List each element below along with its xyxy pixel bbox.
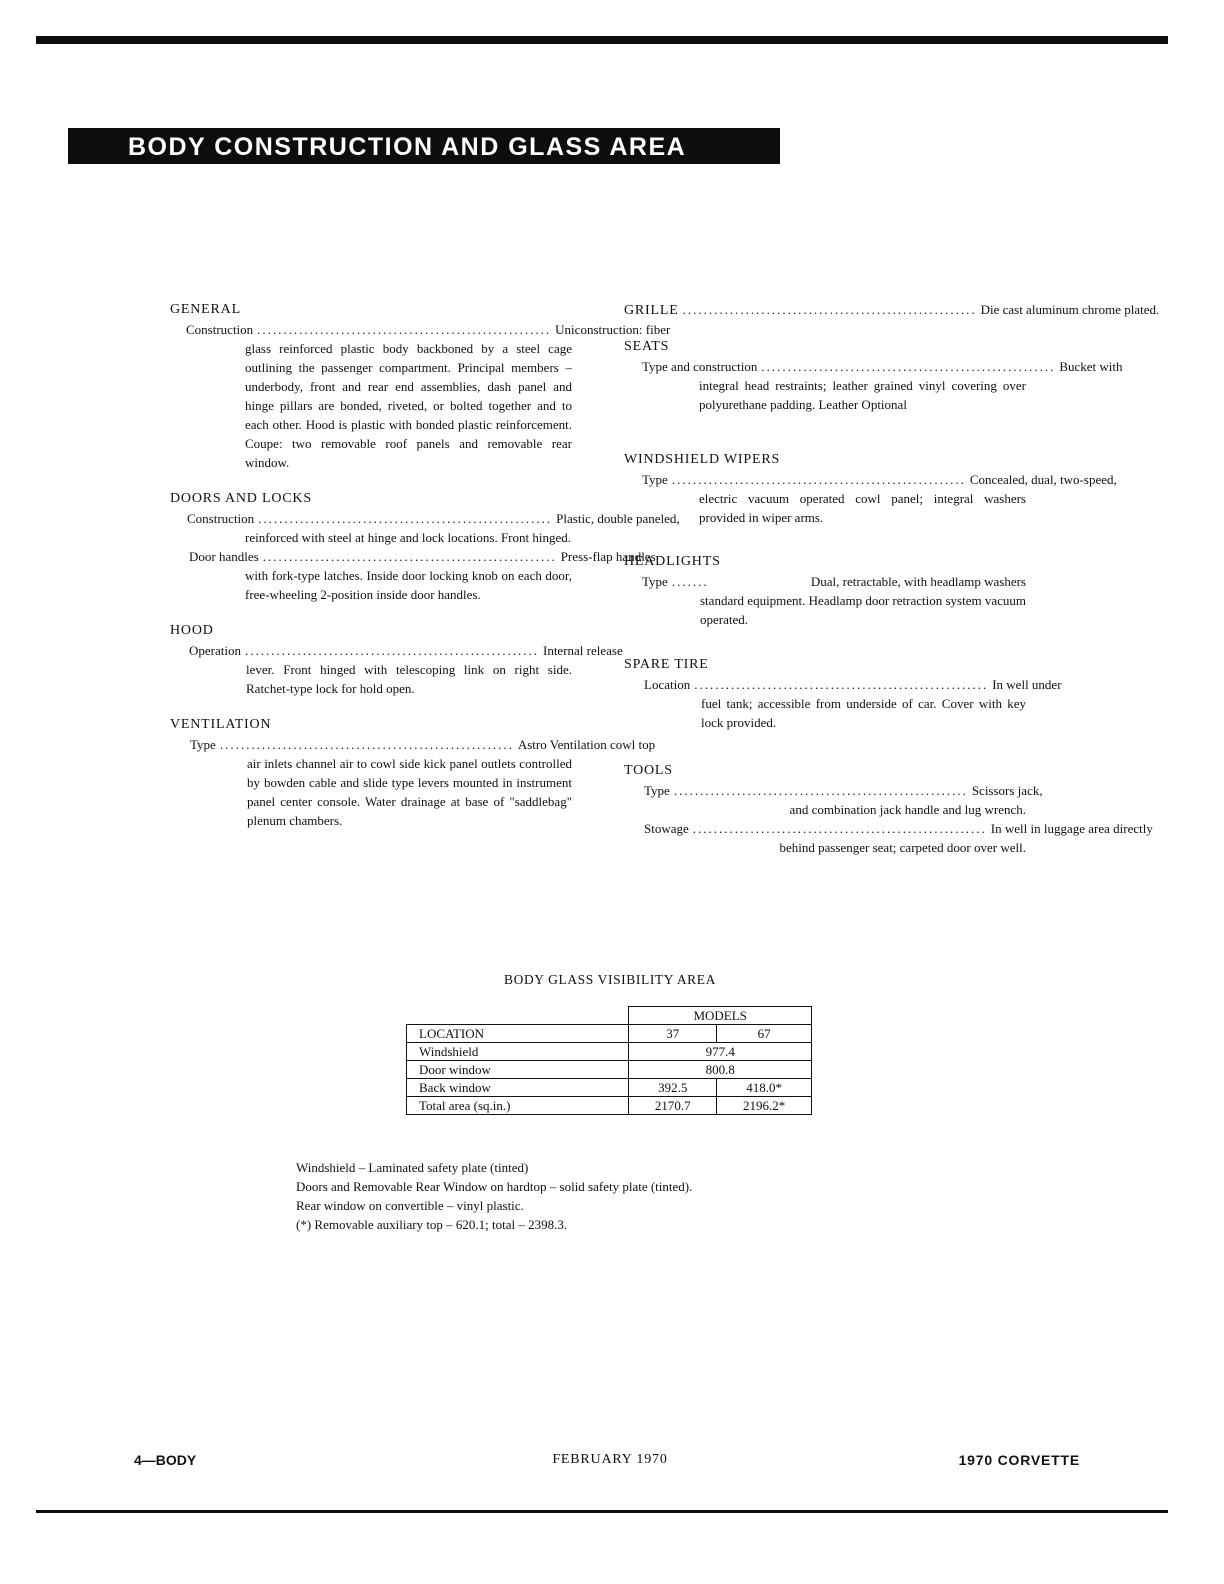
spec-label: Door handles	[189, 549, 259, 564]
section-tools	[624, 761, 1153, 857]
models-header: MODELS	[629, 1007, 812, 1025]
spec-label: GRILLE	[624, 303, 679, 318]
table-row	[407, 1079, 812, 1097]
table-row	[407, 1097, 812, 1115]
bottom-rule	[36, 1510, 1168, 1513]
spec-text: glass reinforced plastic body backboned by a steel cage outlining the passenger compartment. Principal members – underbody, front and rear end assemblies, dash panel and hinge pillars are bonded, riveted, or bolted together and to each other. Hood is plastic with bonded plastic reinforcement. Coupe: two removable roof panels and removable rear window.	[245, 341, 572, 470]
spec-label: Construction	[186, 322, 254, 337]
footer-date: FEBRUARY 1970	[552, 1452, 668, 1467]
footer-page-label: 4—BODY	[134, 1452, 197, 1468]
value-cell: 977.4	[629, 1043, 812, 1061]
glass-area-table	[406, 1006, 812, 1115]
section-heading: SEATS	[624, 339, 670, 354]
location-cell: Total area (sq.in.)	[407, 1097, 629, 1115]
note-line: Doors and Removable Rear Window on hardtop – solid safety plate (tinted).	[296, 1179, 693, 1194]
spec-label: Stowage	[644, 821, 689, 836]
spec-item: Type and construction ........................................................ Bucket with integral head restraints; leather grained vinyl covering over polyurethane padding. Leather Optional	[642, 359, 1123, 412]
location-cell: Door window	[407, 1061, 629, 1079]
value-cell: 2170.7	[629, 1097, 717, 1115]
spec-label: Construction	[187, 511, 255, 526]
table-row	[407, 1061, 812, 1079]
table-row	[407, 1043, 812, 1061]
section-banner: BODY CONSTRUCTION AND GLASS AREA	[68, 128, 780, 164]
spec-value: In well under	[992, 677, 1062, 692]
top-rule	[36, 36, 1168, 44]
spec-label: Type	[642, 472, 668, 487]
spec-value: Concealed, dual, two-speed,	[969, 472, 1117, 487]
section-grille	[624, 300, 1160, 320]
table-header-row	[407, 1007, 812, 1025]
location-cell: Back window	[407, 1079, 629, 1097]
spec-value: Internal release	[542, 643, 623, 658]
spec-value: Dual, retractable, with headlamp washers	[810, 574, 1026, 589]
spec-text: and combination jack handle and lug wrench.	[789, 802, 1026, 817]
note-line: (*) Removable auxiliary top – 620.1; total – 2398.3.	[296, 1217, 568, 1232]
spec-item: Type ........................................................ Concealed, dual, two-speed, electric vacuum operated cowl panel; integral washers provided in wiper arms.	[642, 472, 1117, 525]
section-headlights	[624, 552, 1026, 629]
value-cell: 418.0*	[717, 1079, 812, 1097]
section-heading: SPARE TIRE	[624, 657, 709, 672]
section-spare-tire	[624, 655, 1062, 732]
section-heading: DOORS AND LOCKS	[170, 491, 312, 506]
footer-model: 1970 CORVETTE	[958, 1452, 1080, 1468]
location-cell: Windshield	[407, 1043, 629, 1061]
spec-item: Construction ........................................................ Plastic, double paneled, reinforced with steel at hinge and lock locations. Front hinged.	[187, 511, 680, 545]
spec-item: Stowage ........................................................ In well in luggage area directly behind passenger seat; carpeted door over well.	[644, 821, 1153, 855]
right-column	[624, 300, 1160, 874]
spec-item: Location ........................................................ In well under fuel tank; accessible from underside of car. Cover with key lock provided.	[644, 677, 1062, 730]
value-cell: 800.8	[629, 1061, 812, 1079]
spec-item: Construction ........................................................ Uniconstruction: fiber glass reinforced plastic body backboned by a steel cage outlining the passenger compartment. Principal members – underbody, front and rear end assemblies, dash panel and hinge pillars are bonded, riveted, or bolted together and to each other. Hood is plastic with bonded plastic reinforcement. Coupe: two removable roof panels and removable rear window.	[186, 322, 671, 470]
section-seats	[624, 337, 1123, 414]
spec-value: Press-flap handles	[560, 549, 656, 564]
glass-notes	[296, 1158, 916, 1234]
section-hood	[170, 621, 623, 698]
spec-label: Type and construction	[642, 359, 758, 374]
spec-label: Location	[644, 677, 691, 692]
spec-value: Die cast aluminum chrome plated.	[980, 302, 1160, 317]
spec-value: In well in luggage area directly	[990, 821, 1153, 836]
note-line: Rear window on convertible – vinyl plastic.	[296, 1198, 524, 1213]
spec-value: Bucket with	[1059, 359, 1123, 374]
spec-text: lever. Front hinged with telescoping link on right side. Ratchet-type lock for hold open.	[246, 662, 572, 696]
spec-text: electric vacuum operated cowl panel; integral washers provided in wiper arms.	[699, 491, 1026, 525]
note-line: Windshield – Laminated safety plate (tinted)	[296, 1160, 529, 1175]
section-heading: TOOLS	[624, 763, 673, 778]
value-cell: 392.5	[629, 1079, 717, 1097]
spec-item: Type ........................................................ Astro Ventilation cowl top air inlets channel air to cowl side kick panel outlets controlled by bowden cable and slide type levers mounted in instrument panel center console. Water drainage at base of "saddlebag" plenum chambers.	[190, 737, 656, 828]
spec-text: reinforced with steel at hinge and lock locations. Front hinged.	[245, 530, 571, 545]
spec-value: Astro Ventilation cowl top	[517, 737, 656, 752]
spec-text: air inlets channel air to cowl side kick panel outlets controlled by bowden cable and slide type levers mounted in instrument panel center console. Water drainage at base of "saddlebag" plenum chambers.	[247, 756, 572, 828]
spec-text: fuel tank; accessible from underside of car. Cover with key lock provided.	[701, 696, 1026, 730]
spec-value: Uniconstruction: fiber	[555, 322, 671, 337]
spec-item: GRILLE ........................................................ Die cast aluminum chrome plated.	[624, 302, 1160, 318]
spec-label: Operation	[189, 643, 241, 658]
section-heading: VENTILATION	[170, 717, 272, 732]
spec-item: Type ....... Dual, retractable, with headlamp washers standard equipment. Headlamp door retraction system vacuum operated.	[642, 574, 1026, 627]
spec-text: standard equipment. Headlamp door retraction system vacuum operated.	[700, 593, 1026, 627]
section-heading: HOOD	[170, 623, 214, 638]
spec-text: behind passenger seat; carpeted door over well.	[779, 840, 1026, 855]
spec-label: Type	[644, 783, 670, 798]
spec-value: Plastic, double paneled,	[556, 511, 680, 526]
spec-item: Door handles ........................................................ Press-flap handles with fork-type latches. Inside door locking knob on each door, free-wheeling 2-position inside door handles.	[189, 549, 656, 602]
spec-item: Type ........................................................ Scissors jack, and combination jack handle and lug wrench.	[644, 783, 1043, 817]
spec-text: with fork-type latches. Inside door locking knob on each door, free-wheeling 2-position inside door handles.	[245, 568, 572, 602]
model-37-header: 37	[629, 1025, 717, 1043]
section-heading: GENERAL	[170, 302, 241, 317]
spec-text: integral head restraints; leather grained vinyl covering over polyurethane padding. Leather Optional	[699, 378, 1026, 412]
section-heading: WINDSHIELD WIPERS	[624, 452, 781, 467]
spec-label: Type	[642, 574, 668, 589]
table-title: BODY GLASS VISIBILITY AREA	[504, 972, 716, 987]
section-heading: HEADLIGHTS	[624, 554, 721, 569]
spec-value: Scissors jack,	[971, 783, 1043, 798]
model-67-header: 67	[717, 1025, 812, 1043]
location-header: LOCATION	[407, 1025, 629, 1043]
spec-label: Type	[190, 737, 216, 752]
section-windshield-wipers	[624, 450, 1117, 527]
table-header-row	[407, 1025, 812, 1043]
value-cell: 2196.2*	[717, 1097, 812, 1115]
spec-item: Operation ........................................................ Internal release lever. Front hinged with telescoping link on right side. Ratchet-type lock for hold open.	[189, 643, 623, 696]
